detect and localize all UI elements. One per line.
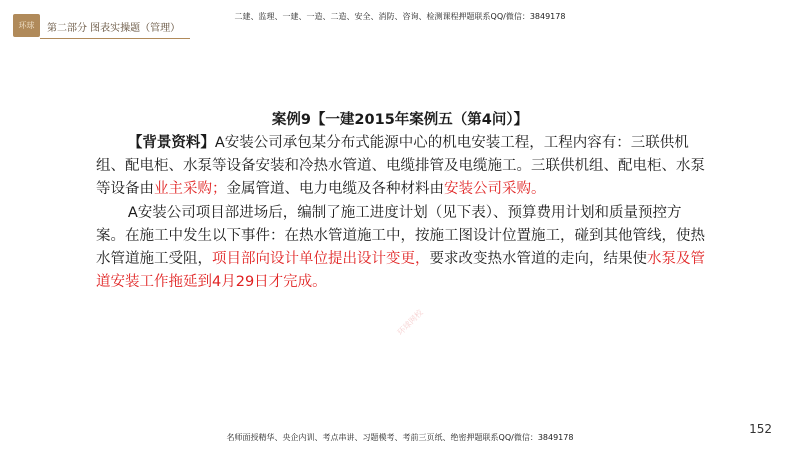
watermark-text: 环球网校 <box>395 308 425 338</box>
section-label: 第二部分 图表实操题（管理） <box>47 23 181 34</box>
page-number: 152 <box>749 422 772 436</box>
bottom-notice: 名师面授精华、央企内训、考点串讲、习题模考、考前三页纸、绝密押题联系QQ/微信：3849178 <box>226 433 574 442</box>
header-divider <box>40 38 190 39</box>
brand-logo: 环球 <box>13 14 40 37</box>
para2-text-2: 要求改变热水管道的走向，结果使 <box>429 251 647 268</box>
background-paragraph <box>96 132 706 202</box>
para1-text-2: 金属管道、电力电缆及各种材料由 <box>226 181 444 198</box>
para2-highlight-2: 水泵及管道安装工作拖延到4月29日才完成。 <box>96 251 705 291</box>
para1-text-1: A安装公司承包某分布式能源中心的机电安装工程，工程内容有：三联供机组、配电柜、水泵等设备安装和冷热水管道、电缆排管及电缆施工。三联供机组、配电柜、水泵等设备由 <box>96 135 705 198</box>
case-title: 案例9【一建2015年案例五（第4问）】 <box>271 112 529 128</box>
case-body <box>96 132 706 294</box>
top-notice: 二建、监理、一建、一造、二造、安全、消防、咨询、检测课程押题联系QQ/微信：3849178 <box>234 12 566 21</box>
background-label: 【背景资料】 <box>127 135 215 151</box>
para1-highlight-2: 安装公司采购。 <box>444 181 546 198</box>
para1-highlight-1: 业主采购； <box>154 181 227 198</box>
para2-text-1: A安装公司项目部进场后，编制了施工进度计划（见下表）、预算费用计划和质量预控方案。在施工中发生以下事件：在热水管道施工中，按施工图设计位置施工，碰到其他管线，使热水管道施工受阻， <box>96 204 705 268</box>
event-paragraph <box>96 202 706 295</box>
para2-highlight-1: 项目部向设计单位提出设计变更， <box>212 251 430 268</box>
